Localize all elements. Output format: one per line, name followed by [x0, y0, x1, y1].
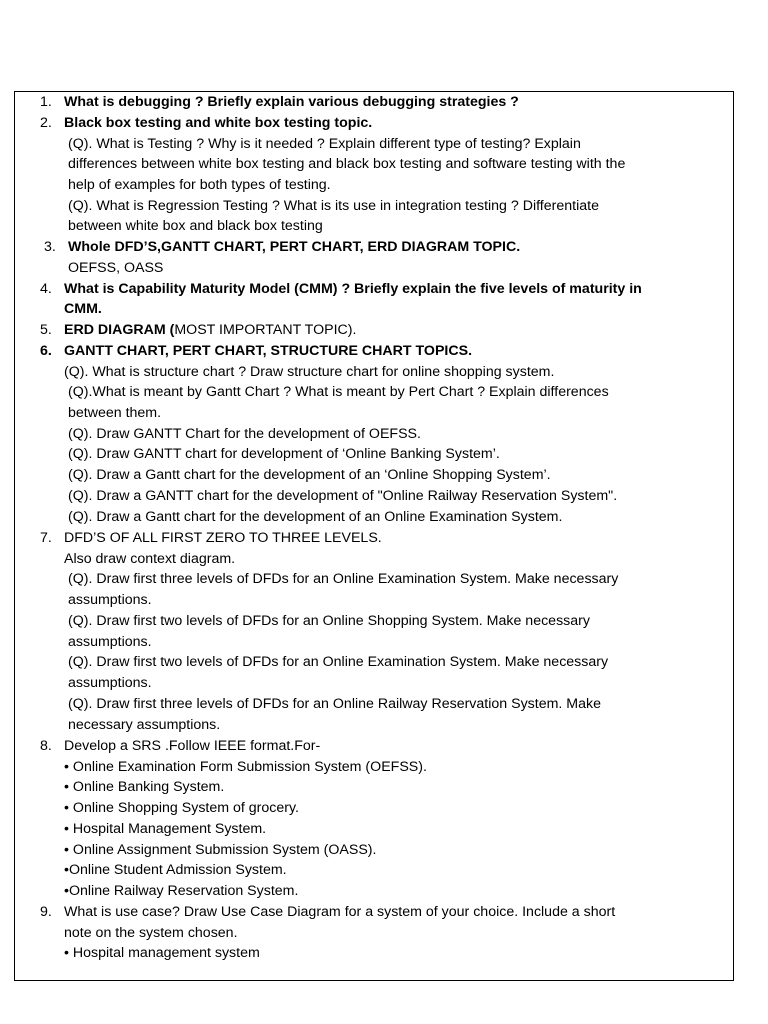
question-text: necessary assumptions. — [68, 717, 221, 733]
item-number: 4. — [40, 281, 52, 297]
question-text: (Q). Draw a Gantt chart for the development of an ‘Online Shopping System’. — [68, 467, 551, 483]
topic-note: Also draw context diagram. — [64, 551, 236, 567]
question-text: (Q). Draw a GANTT chart for the development of "Online Railway Reservation System". — [68, 488, 618, 504]
question-heading: What is debugging ? Briefly explain various debugging strategies ? — [64, 94, 519, 110]
question-heading: What is Capability Maturity Model (CMM) ? Briefly explain the five levels of maturity in — [64, 281, 642, 297]
bullet-item: • Online Banking System. — [64, 779, 225, 795]
question-text: (Q). What is structure chart ? Draw structure chart for online shopping system. — [64, 364, 555, 380]
item-number: 6. — [40, 343, 52, 359]
question-text: between them. — [68, 405, 162, 421]
question-text: help of examples for both types of testing. — [68, 177, 331, 193]
question-text: (Q). Draw GANTT chart for development of ‘Online Banking System’. — [68, 446, 500, 462]
question-text: (Q). Draw first two levels of DFDs for an Online Examination System. Make necessary — [68, 654, 609, 670]
question-text: assumptions. — [68, 675, 152, 691]
topic-heading-bold: ERD DIAGRAM ( — [64, 322, 175, 338]
item-number: 2. — [40, 115, 52, 131]
question-text: assumptions. — [68, 592, 152, 608]
question-text: assumptions. — [68, 634, 152, 650]
question-text: (Q). Draw first three levels of DFDs for an Online Railway Reservation System. Make — [68, 696, 601, 712]
bullet-item: • Online Shopping System of grocery. — [64, 800, 299, 816]
bullet-item: •Online Student Admission System. — [64, 862, 287, 878]
item-number: 9. — [40, 904, 52, 920]
topic-heading-normal: MOST IMPORTANT TOPIC). — [174, 322, 357, 338]
bullet-item: •Online Railway Reservation System. — [64, 883, 299, 899]
item-number: 5. — [40, 322, 52, 338]
question-text: (Q). Draw first two levels of DFDs for an Online Shopping System. Make necessary — [68, 613, 590, 629]
question-text: note on the system chosen. — [64, 925, 238, 941]
bullet-item: • Hospital Management System. — [64, 821, 267, 837]
topic-heading — [64, 320, 356, 340]
question-text: between white box and black box testing — [68, 218, 323, 234]
item-number: 7. — [40, 530, 52, 546]
question-text: (Q). What is Testing ? Why is it needed ? Explain different type of testing? Explain — [68, 136, 581, 152]
question-text: (Q). What is Regression Testing ? What is its use in integration testing ? Differentiate — [68, 198, 599, 214]
question-text: What is use case? Draw Use Case Diagram for a system of your choice. Include a short — [64, 904, 616, 920]
bullet-item: • Online Examination Form Submission System (OEFSS). — [64, 759, 427, 775]
item-number: 1. — [40, 94, 52, 110]
question-text: differences between white box testing and black box testing and software testing with the — [68, 156, 626, 172]
item-number: 8. — [40, 738, 52, 754]
topic-heading: Black box testing and white box testing topic. — [64, 115, 373, 131]
topic-note: OEFSS, OASS — [68, 260, 164, 276]
question-text: (Q). Draw first three levels of DFDs for an Online Examination System. Make necessary — [68, 571, 619, 587]
item-number: 3. — [44, 239, 56, 255]
question-text: (Q). Draw a Gantt chart for the development of an Online Examination System. — [68, 509, 563, 525]
question-text: (Q).What is meant by Gantt Chart ? What is meant by Pert Chart ? Explain differences — [68, 384, 609, 400]
question-heading: CMM. — [64, 301, 102, 317]
topic-heading: GANTT CHART, PERT CHART, STRUCTURE CHART TOPICS. — [64, 343, 473, 359]
bullet-item: • Online Assignment Submission System (OASS). — [64, 842, 377, 858]
bullet-item: • Hospital management system — [64, 945, 260, 961]
topic-heading: Develop a SRS .Follow IEEE format.For- — [64, 738, 321, 754]
topic-heading: DFD’S OF ALL FIRST ZERO TO THREE LEVELS. — [64, 530, 382, 546]
topic-heading: Whole DFD’S,GANTT CHART, PERT CHART, ERD DIAGRAM TOPIC. — [68, 239, 521, 255]
question-text: (Q). Draw GANTT Chart for the development of OEFSS. — [68, 426, 421, 442]
